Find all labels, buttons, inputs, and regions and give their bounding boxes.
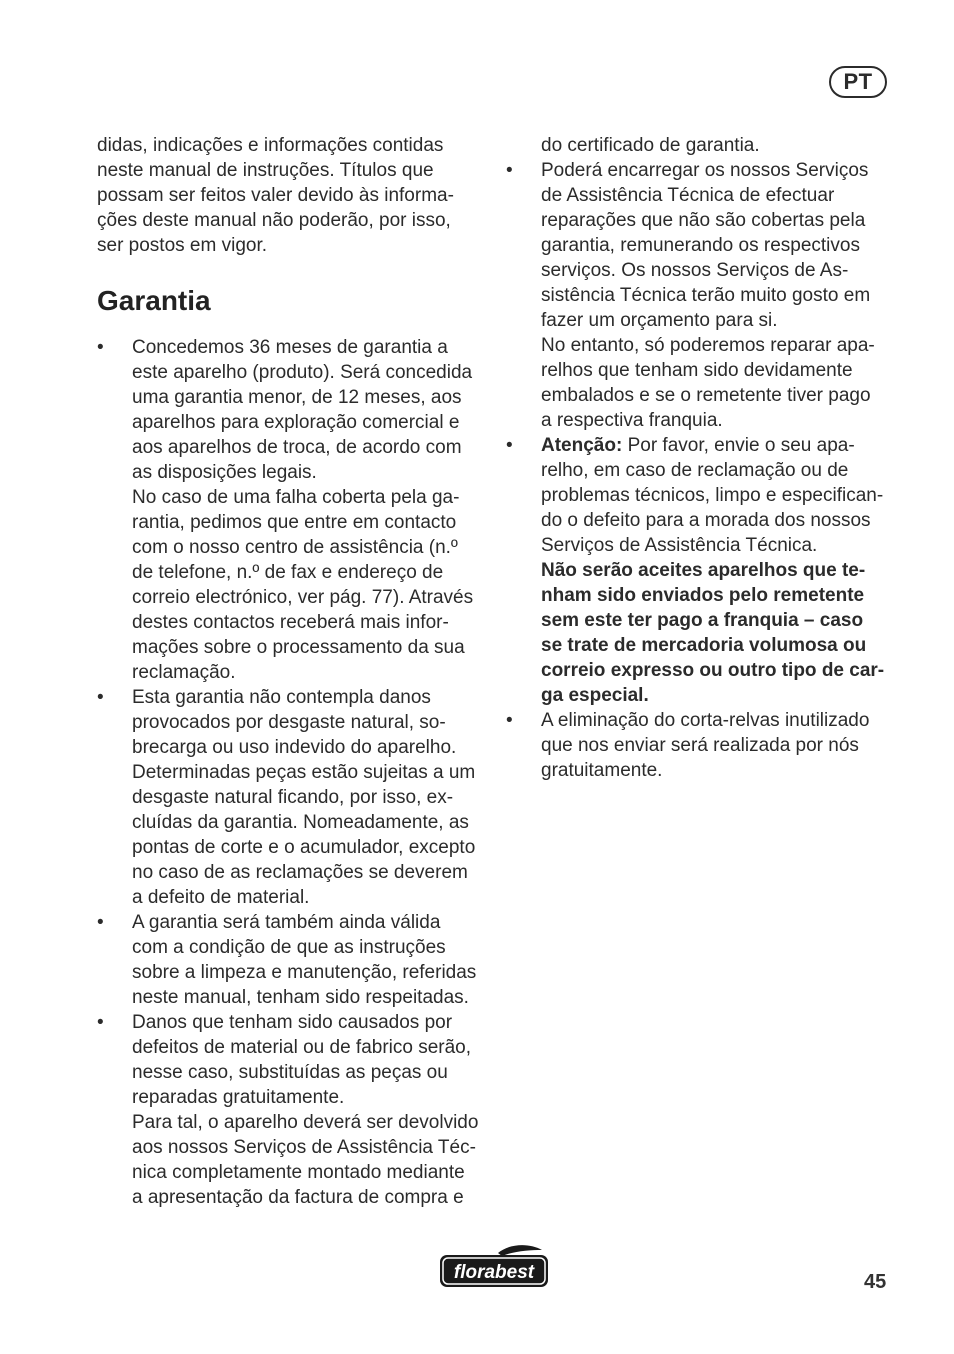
list-item-text: Danos que tenham sido causados por defeitos de material ou de fabrico serão, nesse caso, substituídas as peças ou reparadas gratuitamente. Para tal, o aparelho deverá ser devolvido aos nossos Serviços de Assistência Téc- nica completamente montado mediante a apresentação da factura de compra e (132, 1012, 479, 1208)
intro-paragraph: didas, indicações e informações contidas neste manual de instruções. Títulos que possam ser feitos valer devido às informa- ções deste manual não poderão, por isso, ser postos em vigor. (97, 135, 454, 256)
list-item-text: Esta garantia não contempla danos provocados por desgaste natural, so- brecarga ou uso indevido do aparelho. Determinadas peças estão sujeitas a um desgaste natural ficando, por isso, ex- cluídas da garantia. Nomeadamente, as pontas de corte e o acumulador, excepto no caso de as reclamações se deverem a defeito de material. (132, 687, 476, 908)
warranty-list-continued (506, 158, 896, 783)
bullet-icon: • (97, 1012, 104, 1033)
bullet-icon: • (97, 687, 104, 708)
bullet-icon: • (506, 435, 513, 456)
continuation-text: do certificado de garantia. (541, 135, 760, 156)
logo-text: florabest (453, 1262, 535, 1283)
bullet-icon: • (97, 337, 104, 358)
list-item-text: Poderá encarregar os nossos Serviços de Assistência Técnica de efectuar reparações que não são cobertas pela garantia, remunerando os respectivos serviços. Os nossos Serviços de As- sistência Técnica terão muito gosto em fazer um orçamento para si. No entanto, só poderemos reparar apa- relhos que tenham sido devidamente embalados e se o remetente tiver pago a respectiva franquia. (541, 160, 875, 431)
florabest-logo (438, 1244, 550, 1290)
language-badge: PT (829, 66, 887, 98)
right-column (506, 133, 896, 783)
attention-warning: Não serão aceites aparelhos que te- nham sido enviados pelo remetente sem este ter pago a franquia – caso se trate de mercadoria volumosa ou correio expresso ou outro tipo de car- ga especial. (541, 560, 885, 706)
list-item-text: Concedemos 36 meses de garantia a este aparelho (produto). Será concedida uma garantia menor, de 12 meses, aos aparelhos para exploração comercial e aos aparelhos de troca, de acordo com as disposições legais. No caso de uma falha coberta pela ga- rantia, pedimos que entre em contacto com o nosso centro de assistência (n.º de telefone, n.º de fax e endereço de correio electrónico, ver pág. 77). Através destes contactos receberá mais infor- mações sobre o processamento da sua reclamação. (132, 337, 474, 683)
list-item (97, 910, 485, 1010)
list-item-text: A garantia será também ainda válida com a condição de que as instruções sobre a limpeza e manutenção, referidas neste manual, tenham sido respeitadas. (132, 912, 477, 1008)
bullet-icon: • (97, 912, 104, 933)
list-item (506, 433, 896, 708)
left-column (97, 133, 485, 1210)
warranty-list (97, 335, 485, 1210)
bullet-icon: • (506, 710, 513, 731)
list-item (97, 335, 485, 685)
page-number: 45 (864, 1271, 887, 1293)
attention-text: Por favor, envie o seu apa- relho, em caso de reclamação ou de problemas técnicos, limpo e especifican- do o defeito para a morada dos nossos Serviços de Assistência Técnica. (541, 435, 884, 556)
attention-label: Atenção: (541, 435, 623, 456)
list-item (506, 158, 896, 433)
bullet-icon: • (506, 160, 513, 181)
leaf-icon (498, 1245, 542, 1256)
list-item-text: A eliminação do corta-relvas inutilizado que nos enviar será realizada por nós gratuitamente. (541, 710, 870, 781)
list-item (97, 1010, 485, 1210)
section-heading-garantia: Garantia (97, 285, 211, 316)
list-item (506, 708, 896, 783)
list-item (97, 685, 485, 910)
